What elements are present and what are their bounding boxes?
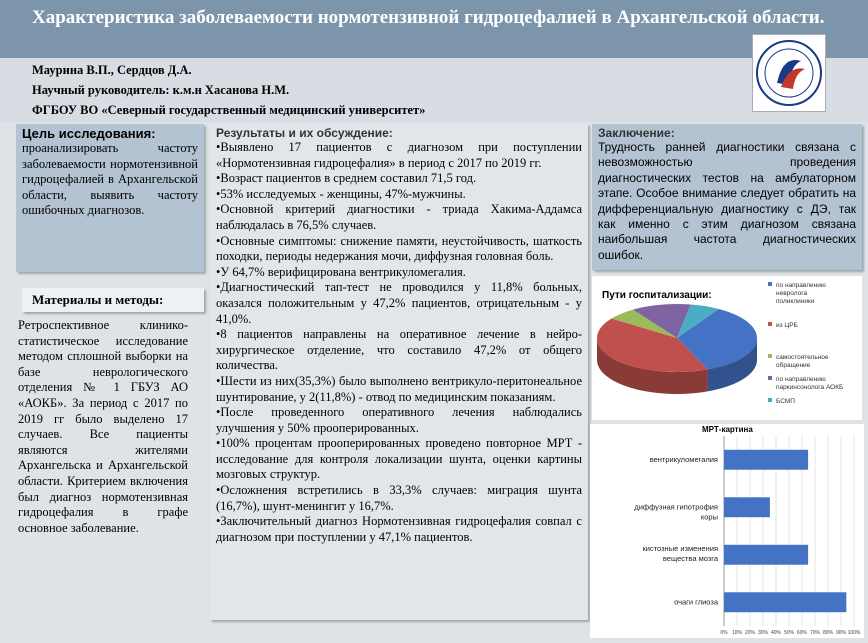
results-item: •Основные симптомы: снижение памяти, неустойчивость, шаткость походки, периоды недержания мочи, диффузная головная боль. (216, 233, 582, 264)
results-list (216, 140, 582, 545)
results-item: •Заключительный диагноз Нормотензивная гидроцефалия совпал с диагнозом при поступлении у 47,1% пациентов. (216, 514, 582, 544)
category-label: диффузная гипотрофия коры (634, 502, 718, 522)
bar (724, 497, 770, 517)
x-tick-label: 80% (822, 630, 834, 636)
x-tick-label: 40% (770, 630, 782, 636)
results-item: •После проведенного оперативного лечения наблюдались улучшения у 50% прооперированных. (216, 405, 582, 435)
bar (724, 450, 808, 470)
legend-swatch (768, 398, 772, 402)
methods-text: Ретроспективное клинико-статистическое исследование методом сплошной выборки на базе неврологического отделения № 1 ГБУЗ АО «АОКБ». За период с 2017 по 2019 гг было выделено 17 случаев. Все пациенты являются жителями Архангельска и Архангельской области. Критерием включения был диагноз нормотензивная гидроцефалия в графе основное заболевание. (18, 318, 188, 535)
results-item: •Основной критерий диагностики - триада Хакима-Аддамса наблюдалась в 76,5% случаев. (216, 202, 582, 232)
x-tick-label: 10% (731, 630, 743, 636)
results-item: •У 64,7% верифицирована вентрикуломегалия. (216, 264, 466, 279)
x-tick-label: 60% (796, 630, 808, 636)
legend-swatch (768, 282, 772, 286)
aim-heading: Цель исследования: (22, 126, 156, 141)
conclusion-heading: Заключение: (598, 126, 675, 140)
aim-box (16, 124, 204, 272)
poster-title: Характеристика заболеваемости нормотензивной гидроцефалией в Архангельской области. (32, 7, 825, 28)
results-item: •Выявлено 17 пациентов с диагнозом при поступлении «Нормотензивная гидроцефалия» в период с 2017 по 2019 гг. (216, 140, 582, 170)
legend-label: по направлению невролога поликлиники (776, 282, 826, 305)
pie-chart (592, 276, 862, 420)
results-box (210, 124, 588, 620)
results-item: •Диагностический тап-тест не проводился у 11,8% больных, оказался положительным у 47,2% пациентов, отрицательным - у 41,0%. (216, 280, 582, 326)
poster-header (0, 0, 868, 122)
x-tick-label: 30% (757, 630, 769, 636)
legend-swatch (768, 322, 772, 326)
bar-chart-panel (590, 424, 864, 638)
results-item: •100% процентам прооперированных проведено повторное МРТ - исследование для контроля локализации шунта, оценки картины мозговых структур. (216, 436, 582, 482)
university: ФГБОУ ВО «Северный государственный медицинский университет» (32, 103, 426, 117)
bar (724, 592, 846, 612)
results-item: •8 пациентов направлены на оперативное лечение в нейро-хирургическое отделение, что составило 47,2% от общего количества. (216, 327, 582, 373)
x-tick-label: 70% (809, 630, 821, 636)
results-item: •Возраст пациентов в среднем составил 71,5 год. (216, 171, 477, 186)
pie-chart-title: Пути госпитализации: (602, 290, 712, 301)
bar-chart-title: МРТ-картина (702, 425, 753, 434)
legend-label: самостоятельное обращение (776, 354, 829, 369)
legend-label: по направлению паркинсонолога АОКБ (776, 376, 844, 391)
x-tick-label: 0% (720, 630, 728, 636)
results-item: •53% исследуемых - женщины, 47%-мужчины. (216, 186, 466, 201)
methods-heading: Материалы и методы: (22, 288, 204, 312)
conclusion-box (592, 124, 862, 270)
results-heading: Результаты и их обсуждение: (216, 126, 393, 140)
results-item: •Осложнения встретились в 33,3% случаев: миграция шунта (16,7%), шунт-менингит у 16,7%. (216, 483, 582, 513)
legend-label: из ЦРБ (776, 322, 798, 329)
pie-chart-panel (592, 276, 862, 420)
legend-swatch (768, 354, 772, 358)
results-item: •Шести из них(35,3%) было выполнено вентрикуло-перитонеальное шунтирование, у 2(11,8%) - отвод по медицинским показаниям. (216, 373, 582, 404)
logo-emblem (753, 35, 825, 111)
category-label: кистозные изменения вещества мозга (642, 543, 718, 563)
authors: Маурина В.П., Сердцов Д.А. (32, 63, 192, 77)
author-block (32, 60, 425, 120)
x-tick-label: 50% (783, 630, 795, 636)
aim-text: проанализировать частоту заболеваемости нормотензивной гидроцефалией в Архангельской области, выявить частоту ошибочных диагнозов. (22, 141, 198, 218)
x-tick-label: 100% (847, 630, 861, 636)
bar-chart (590, 424, 864, 638)
category-label: очаги глиоза (674, 597, 718, 607)
legend-label: БСМП (776, 398, 795, 405)
legend-swatch (768, 376, 772, 380)
category-label: вентрикуломегалия (649, 454, 718, 464)
supervisor: Научный руководитель: к.м.н Хасанова Н.М. (32, 83, 290, 97)
x-tick-label: 90% (835, 630, 847, 636)
bar (724, 545, 808, 565)
conclusion-text: Трудность ранней диагностики связана с невозможностью проведения диагностических тестов на амбулаторном этапе. Особое внимание следует обратить на дифференциальную диагностику с ДЭ, так как именно с этим диагнозом связана наибольшая частота диагностических ошибок. (598, 140, 856, 262)
x-tick-label: 20% (744, 630, 756, 636)
university-logo (752, 34, 826, 112)
